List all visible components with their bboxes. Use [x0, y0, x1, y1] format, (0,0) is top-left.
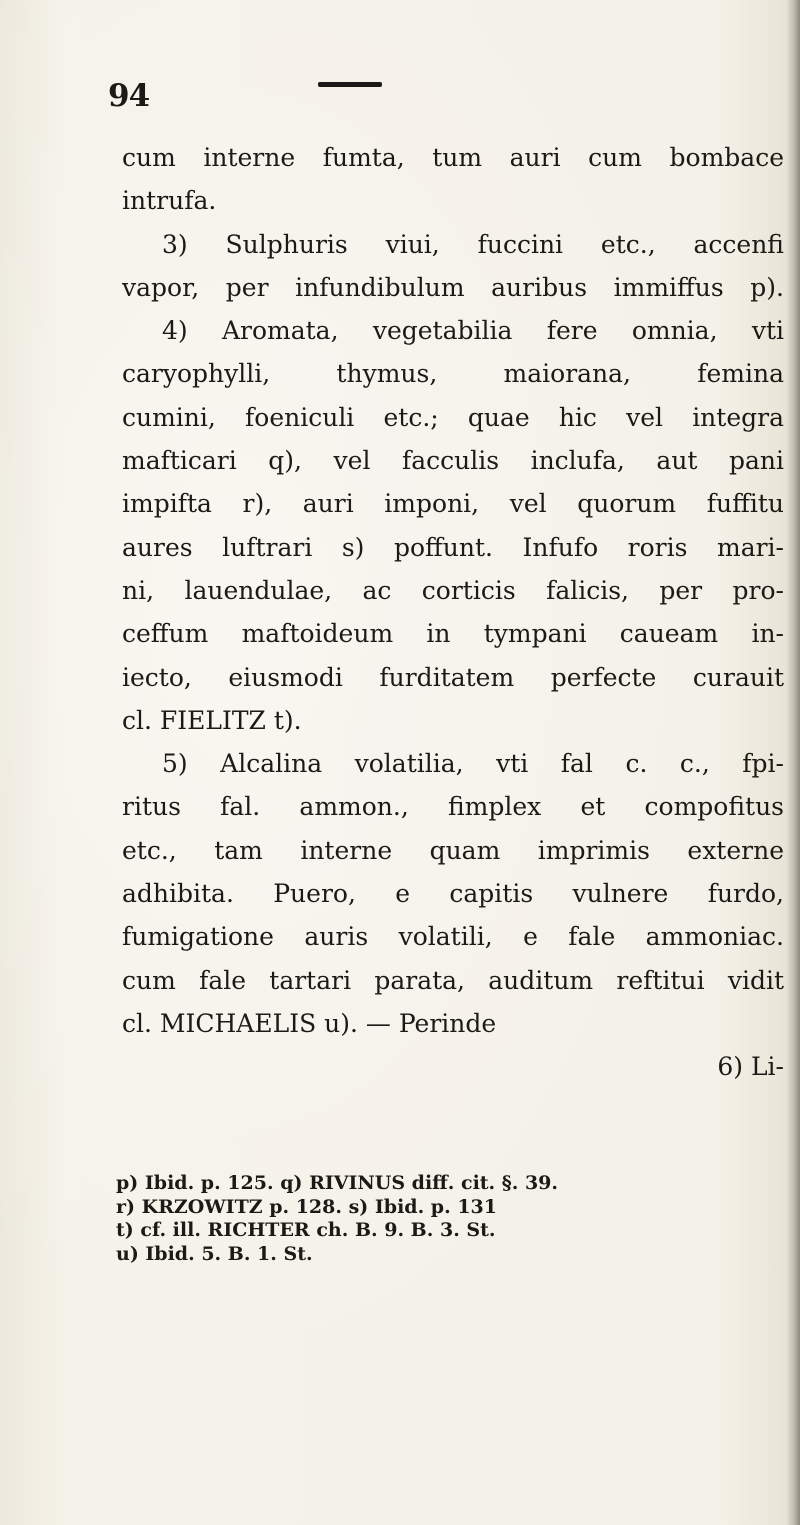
footnotes — [116, 1172, 636, 1266]
text-line: cumini, foeniculi etc.; quae hic vel integra — [122, 402, 784, 432]
text-line: 3) Sulphuris viui, fuccini etc., accenfi — [162, 229, 784, 259]
text-line: ni, lauendulae, ac corticis falicis, per pro- — [122, 575, 784, 605]
text-line: intrufa. — [122, 186, 217, 216]
text-line: cum interne fumta, tum auri cum bombace — [122, 143, 784, 172]
text-line: aures luftrari s) poffunt. Infufo roris mari- — [122, 532, 784, 562]
header-rule — [318, 82, 382, 87]
page-number: 94 — [108, 78, 150, 114]
text-line: cum fale tartari parata, auditum reftitui vidit — [122, 965, 784, 995]
text-line: 4) Aromata, vegetabilia fere omnia, vti — [162, 316, 784, 346]
footnote-line: r) KRZOWITZ p. 128. s) Ibid. p. 131 — [116, 1195, 497, 1218]
footnote-line: u) Ibid. 5. B. 1. St. — [116, 1242, 313, 1265]
body-text — [122, 136, 784, 1089]
text-line: cl. FIELITZ t). — [122, 705, 302, 735]
text-line: impifta r), auri imponi, vel quorum fuffitu — [122, 489, 784, 519]
text-line: ceffum maftoideum in tympani caueam in- — [122, 619, 784, 649]
catchword: 6) Li- — [717, 1052, 784, 1082]
text-line: iecto, eiusmodi furditatem perfecte curauit — [122, 662, 784, 692]
text-line: vapor, per infundibulum auribus immiffus p). — [122, 272, 784, 302]
page-edge-shadow — [786, 0, 800, 1525]
text-line: cl. MICHAELIS u). — Perinde — [122, 1008, 497, 1038]
text-line: ritus fal. ammon., fimplex et compofitus — [122, 792, 784, 822]
footnote-line: t) cf. ill. RICHTER ch. B. 9. B. 3. St. — [116, 1219, 496, 1241]
text-line: etc., tam interne quam imprimis externe — [122, 835, 784, 865]
text-line: 5) Alcalina volatilia, vti fal c. c., fpi- — [162, 749, 784, 779]
text-line: fumigatione auris volatili, e fale ammoniac. — [122, 922, 784, 952]
text-line: mafticari q), vel facculis inclufa, aut pani — [122, 446, 784, 476]
text-line: adhibita. Puero, e capitis vulnere furdo, — [122, 879, 784, 909]
text-line: caryophylli, thymus, maiorana, femina — [122, 359, 784, 389]
footnote-line: p) Ibid. p. 125. q) RIVINUS diff. cit. §. 39. — [116, 1172, 559, 1194]
